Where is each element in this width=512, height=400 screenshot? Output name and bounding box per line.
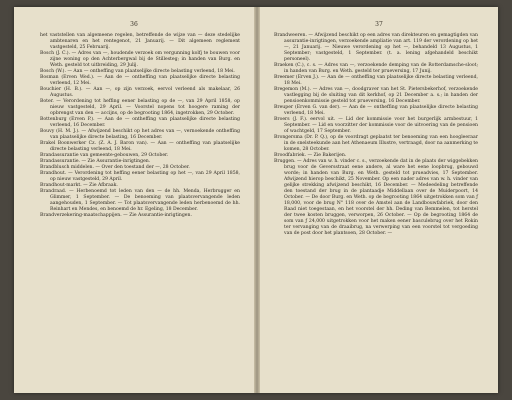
index-entry: Brandhout-markt. — Zie Afbraak. xyxy=(40,183,118,188)
page-number: 36 xyxy=(130,21,138,28)
index-entry: Brandverzekering-maatschappijen. — Zie Assurantie-inrigtingen. xyxy=(40,213,192,218)
index-entry: Broers (J. F.). eervol uit. — Lid der kommissie voor het burgerlijk armbestuur, 1 September. — Lid en voorzitter der kommissie voor de uitvoering van de pensioen of wachtgeld, 17 September. xyxy=(274,117,478,134)
right-page xyxy=(260,7,498,393)
index-entry: Brandhout. — Verordening tot heffing eener belasting op het —, van 29 April 1858, op nieuw vastgesteld, 29 April. xyxy=(40,171,240,182)
index-entry: Bouchier (H. B.). — Aan —, op zijn verzoek, eervol verleend als makelaar, 26 Augustus. xyxy=(40,87,240,98)
index-entry: Bosman (Erven Wed.). — Aan de — ontheffing van plaatselijke directe belasting verleend, 12 Mei. xyxy=(40,75,240,86)
index-entry: Brakel Boonwerker Cz. (Z. A. J. Baron van). — Aan — ontheffing van plaatselijke directe belasting verleend, 18 Mei. xyxy=(40,141,240,152)
index-entry: Brandraad. — Herbenoemd tot leden van den — de hh. Menda, Herbrugger en Glimmer, 1 September. — De benoeming van plaatsvervangende leden aangehouden, 1 September. — Tot plaatsvervangende leden herbenoemd de hh. Reinhart en Mendes, en benoemd de hr. Egeling, 18 December. xyxy=(40,189,240,212)
page-body xyxy=(40,33,240,219)
page-body xyxy=(274,33,478,237)
index-entry: Brandweeren. — Afwijzend beschikt op een adres van direkteuren en gemagtigden van assurantie-inrigtingen, verzoekende ampliatie van art. 119 der verordening op het —, 21 Januarij. — Nieuwe verordening op het —, behandeld 13 Augustus, 1 September; vastgesteld, 1 September. (t. a. lening afgehandeld beschikt personeel). xyxy=(274,33,478,62)
index-entry: Brandassurantie van gemeente-gebouwen, 29 October. xyxy=(40,153,169,158)
index-entry: het vaststellen van algemeene regelen, betreffende de wijze van — deze stedelijke ambtenaren en het rentegenot, 21 Januarij. — Dit algemeen reglement vastgesteld, 25 Februarij. xyxy=(40,33,240,50)
index-entry: Broodfabriek. — Zie Bakerijen. xyxy=(274,153,347,158)
index-entry: Bouvy (H. M. J.). — Afwijzend beschikt op het adres van —, vernoekende ontheffing van plaatselijke directe belasting, 16 December. xyxy=(40,129,240,140)
index-entry: Brongersma (Dr. P. Q.), op de voordragt geplaatst ter benoeming van een hoogleeraar in de snelsteekunde aan het Athenaeum Illustre, vertraagd, door na aanmerking te komen, 28 October. xyxy=(274,135,478,152)
index-entry: Bosch (J. C.). — Adres van —, houdende verzoek om vergunning kolfj te bouwen voor zijne woning op den Achterbergwal bij de Stillesteg; in handen van Burg. en Weth. gesteld tot uitbreiding, 29 Julij. xyxy=(40,51,240,68)
index-entry: Brandblusch middelen. — Over den toestand der —, 28 October. xyxy=(40,165,190,170)
page-number: 37 xyxy=(375,21,383,28)
index-entry: Boter. — Verordening tot heffing eener belasting op de —, van 29 April 1858, op nieuw vastgesteld, 29 April. — Voorstel nopens tot hoogere raming der opbrengst van den — accijns, op de begrooting 1864, ingetrokken, 29 October. xyxy=(40,99,240,116)
left-page xyxy=(14,7,254,393)
index-entry: Brandassurantie. — Zie Assurantie-inrigtingen. xyxy=(40,159,151,164)
index-entry: Bregemon (M.). — Adres van —, doodgraver van het St. Pietersbekerhof, verzoekende vastlegging bij de sluiting van dit kerkhof, op 21 December a. s.; in handen der pensioenkommissie gesteld tot prueversing, 16 December. xyxy=(274,87,478,104)
book-spread xyxy=(14,7,498,393)
index-entry: Braeken (C.), c. s. — Adres van —, verzoekende demping van de Rotterdamsche-sloot; in handen van Burg. en Weth. gesteld ter prueversing, 17 Junij. xyxy=(274,63,478,74)
index-entry: Breuper (Erven G. van der). — Aan de — ontheffing van plaatselijke directe belasting verleend, 18 Mei. xyxy=(274,105,478,116)
index-entry: Bruggen. — Adres van w. h. vinder c. s., verzoekende dat in de plaats der wiggebekken brug voor de Geversstraat eene andere, al ware het eene loopbrug, gebouwd worde; in handen van Burg. en Weth. gesteld tot prueadvies, 17 September. Afwijzend hierop beschikt, 25 November. Op een nader adres van w. h. vinder van gelijke strekking afwijzend beschikt, 16 December. — Medeedeling betreffende den toestand der brug in de plantaadje Middellaan over de Muiderpoort, 14 October. — De door Burg. en Weth. op de begrooting 1864 uitgetrokken som van ƒ 18,000, voor de brug N° 118 over de Amstel aan de Landbouwfabriek, door den Raad niet toegestaan, en het voorstel der hh. Deding van Bemmelen, tot herstel der twee kosten bruggen, verworpen, 26 October. — Op de begrooting 1864 de som van ƒ 24,000 uitgetrokken voor het maken eener basculebrug over het Rokin ter vervanging van de draaibrug, na verwerping van een voorstel tot vergoeding van de post door het plantsoen, 28 October. — xyxy=(274,159,478,236)
index-entry: Bottenburg (Erven P.). — Aan de — ontheffing van plaatselijke directe belasting verleend, 16 December. xyxy=(40,117,240,128)
index-entry: Breemer (Erven J.). — Aan de — ontheffing van plaatselijke directe belasting verleend, 18 Mei. xyxy=(274,75,478,86)
index-entry: Bosch (W.). — Aan — ontheffing van plaatselijke directe belasting verleend, 18 Mei. xyxy=(40,69,235,74)
